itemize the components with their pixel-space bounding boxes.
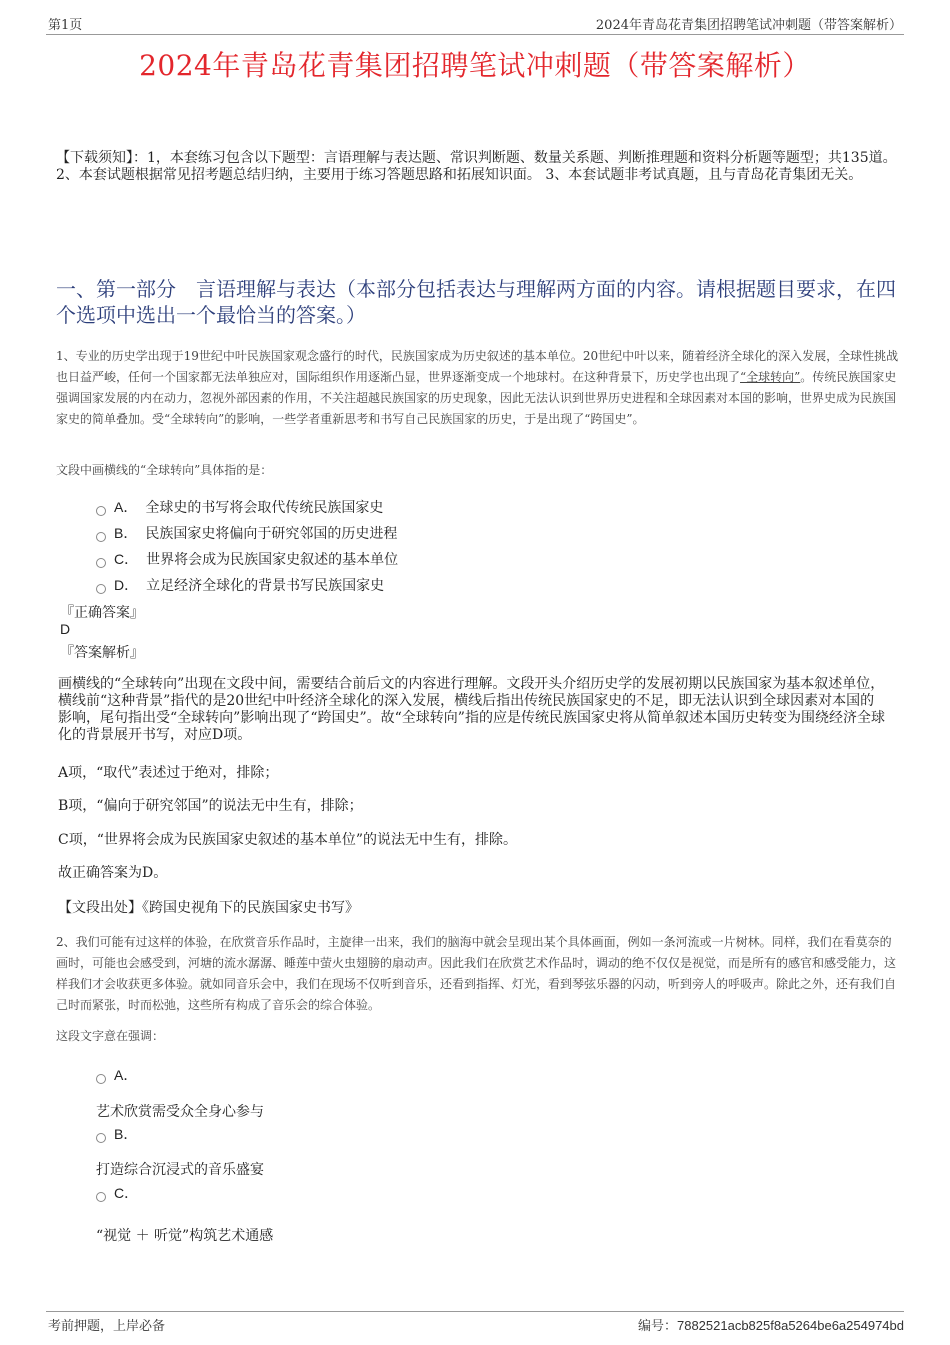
- option-letter: D．: [114, 577, 139, 593]
- header-divider: [46, 34, 904, 35]
- q2-option-c-text: “视觉 ＋ 听觉”构筑艺术通感: [96, 1228, 274, 1244]
- document-title: 2024年青岛花青集团招聘笔试冲刺题（带答案解析）: [139, 49, 811, 82]
- footer-code-label: 编号：: [637, 1319, 677, 1334]
- q1-option-d[interactable]: [96, 575, 384, 595]
- q1-text-after: 。传统民族国家史强调国家发展的内在动力，忽视外部因素的作用，不关注超越民族国家的历史现象，因此无法认识到世界历史进程和全球因素对本国的影响，世界史成为民族国家史的简单叠加。受“全球转向”的影响，一些学者重新思考和书写自己民族国家的历史，于是出现了“跨国史”。: [56, 370, 897, 426]
- conclusion: 故正确答案为D。: [58, 865, 168, 881]
- exclusion-c: C项，“世界将会成为民族国家史叙述的基本单位”的说法无中生有，排除。: [58, 832, 518, 848]
- radio-icon[interactable]: [96, 1133, 106, 1143]
- q1-option-a[interactable]: [96, 497, 383, 517]
- exclusion-a: A项，“取代”表述过于绝对，排除；: [58, 765, 279, 781]
- q1-option-b[interactable]: [96, 523, 397, 543]
- radio-icon[interactable]: [96, 1192, 106, 1202]
- answer-analysis-label: 『答案解析』: [60, 645, 144, 661]
- option-letter: A．: [114, 499, 138, 515]
- q2-option-a[interactable]: [96, 1065, 137, 1085]
- question-1-prompt: 文段中画横线的“全球转向”具体指的是：: [56, 463, 273, 477]
- correct-answer-value: D: [60, 621, 71, 637]
- answer-analysis-text: 画横线的“全球转向”出现在文段中间，需要结合前后文的内容进行理解。文段开头介绍历史学的发展初期以民族国家为基本叙述单位，横线前“这种背景”指代的是20世纪中叶经济全球化的深入发展，横线后指出传统民族国家史的不足，即无法认识到全球因素对本国的影响，尾句指出受“全球转向”影响出现了“跨国史”。故“全球转向”指的应是传统民族国家史将从简单叙述本国历史转变为围绕经济全球化的背景展开书写，对应D项。: [58, 676, 885, 743]
- radio-icon[interactable]: [96, 506, 106, 516]
- page-number: 第1页: [48, 18, 83, 33]
- option-text: 民族国家史将偏向于研究邻国的历史进程: [145, 526, 398, 542]
- option-letter: C．: [114, 551, 139, 567]
- q1-underlined-term: “全球转向”: [740, 370, 801, 384]
- q1-option-c[interactable]: [96, 549, 398, 569]
- q2-option-c[interactable]: [96, 1183, 138, 1203]
- footer-divider: [46, 1311, 904, 1312]
- exclusion-b: B项，“偏向于研究邻国”的说法无中生有，排除；: [58, 798, 363, 814]
- option-letter: A．: [114, 1067, 138, 1083]
- option-text: 立足经济全球化的背景书写民族国家史: [146, 578, 385, 594]
- footer-code-value: 7882521acb825f8a5264be6a254974bd: [676, 1318, 904, 1333]
- radio-icon[interactable]: [96, 584, 106, 594]
- question-2-prompt: 这段文字意在强调：: [56, 1029, 165, 1043]
- option-text: 全球史的书写将会取代传统民族国家史: [145, 500, 384, 516]
- option-letter: C．: [114, 1185, 139, 1201]
- radio-icon[interactable]: [96, 1074, 106, 1084]
- option-letter: B．: [114, 525, 138, 541]
- correct-answer-label: 『正确答案』: [60, 605, 144, 621]
- q2-option-a-text: 艺术欣赏需受众全身心参与: [96, 1104, 264, 1120]
- question-1-passage: [56, 346, 902, 430]
- q2-option-b[interactable]: [96, 1124, 137, 1144]
- source-citation: 【文段出处】《跨国史视角下的民族国家史书写》: [58, 900, 359, 916]
- q2-option-b-text: 打造综合沉浸式的音乐盛宴: [96, 1162, 264, 1178]
- option-letter: B．: [114, 1126, 138, 1142]
- radio-icon[interactable]: [96, 558, 106, 568]
- q1-text-before: 1、专业的历史学出现于19世纪中叶民族国家观念盛行的时代，民族国家成为历史叙述的基本单位。20世纪中叶以来，随着经济全球化的深入发展，全球性挑战也日益严峻，任何一个国家都无法单独应对，国际组织作用逐渐凸显，世界逐渐变成一个地球村。在这种背景下，历史学也出现了: [56, 349, 899, 384]
- option-text: 世界将会成为民族国家史叙述的基本单位: [146, 552, 399, 568]
- section-heading: 一、第一部分 言语理解与表达（本部分包括表达与理解两方面的内容。请根据题目要求，在四个选项中选出一个最恰当的答案。）: [56, 277, 896, 327]
- footer-slogan: 考前押题，上岸必备: [48, 1319, 166, 1334]
- footer-code: [638, 1315, 904, 1334]
- question-2-passage: 2、我们可能有过这样的体验，在欣赏音乐作品时，主旋律一出来，我们的脑海中就会呈现出某个具体画面，例如一条河流或一片树林。同样，我们在看莫奈的画时，可能也会感受到，河塘的流水潺潺、睡莲中萤火虫翅膀的扇动声。因此我们在欣赏艺术作品时，调动的绝不仅仅是视觉，而是所有的感官和感受能力，这样我们才会收获更多体验。就如同音乐会中，我们在现场不仅听到音乐，还看到指挥、灯光，看到琴弦乐器的闪动，听到旁人的呼吸声。除此之外，还有我们自己时而紧张，时而松弛，这些所有构成了音乐会的综合体验。: [56, 935, 897, 1012]
- header-doc-name: 2024年青岛花青集团招聘笔试冲刺题（带答案解析）: [595, 18, 902, 33]
- download-notice: 【下载须知】：1，本套练习包含以下题型：言语理解与表达题、常识判断题、数量关系题、判断推理题和资料分析题等题型；共135道。 2、本套试题根据常见招考题总结归纳，主要用于练习答题思路和拓展知识面。 3、本套试题非考试真题，且与青岛花青集团无关。: [56, 150, 897, 183]
- radio-icon[interactable]: [96, 532, 106, 542]
